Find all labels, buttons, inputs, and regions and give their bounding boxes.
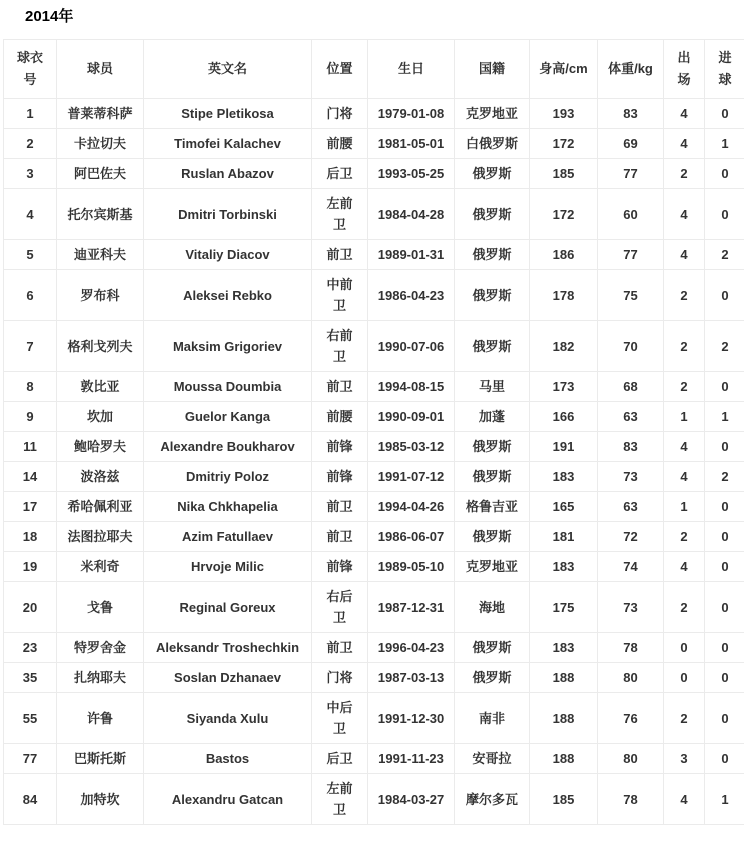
cell-birthday: 1991-11-23 (368, 744, 455, 774)
cell-jersey-number: 6 (4, 270, 57, 321)
cell-nationality: 南非 (455, 693, 530, 744)
cell-english-name: Bastos (144, 744, 312, 774)
table-row (4, 552, 744, 582)
table-row (4, 774, 744, 825)
column-header-position: 位置 (312, 40, 368, 99)
cell-height: 181 (530, 522, 598, 552)
cell-player-name: 特罗舍金 (57, 633, 144, 663)
column-header-goals: 进球 (705, 40, 744, 99)
cell-english-name: Aleksandr Troshechkin (144, 633, 312, 663)
cell-appearances: 1 (664, 492, 705, 522)
cell-height: 191 (530, 432, 598, 462)
column-header-height: 身高/cm (530, 40, 598, 99)
cell-appearances: 0 (664, 663, 705, 693)
cell-birthday: 1990-07-06 (368, 321, 455, 372)
cell-player-name: 扎纳耶夫 (57, 663, 144, 693)
cell-goals: 0 (705, 189, 744, 240)
column-header-jersey-number: 球衣号 (4, 40, 57, 99)
cell-height: 182 (530, 321, 598, 372)
cell-jersey-number: 19 (4, 552, 57, 582)
cell-weight: 83 (598, 432, 664, 462)
cell-jersey-number: 2 (4, 129, 57, 159)
cell-position: 左前卫 (312, 189, 368, 240)
cell-appearances: 4 (664, 99, 705, 129)
column-header-weight: 体重/kg (598, 40, 664, 99)
cell-weight: 73 (598, 582, 664, 633)
cell-nationality: 安哥拉 (455, 744, 530, 774)
cell-nationality: 加蓬 (455, 402, 530, 432)
cell-appearances: 2 (664, 693, 705, 744)
cell-player-name: 坎加 (57, 402, 144, 432)
cell-goals: 1 (705, 129, 744, 159)
cell-position: 前卫 (312, 372, 368, 402)
cell-birthday: 1991-07-12 (368, 462, 455, 492)
cell-position: 前锋 (312, 432, 368, 462)
cell-jersey-number: 23 (4, 633, 57, 663)
cell-birthday: 1994-08-15 (368, 372, 455, 402)
cell-height: 172 (530, 189, 598, 240)
cell-english-name: Siyanda Xulu (144, 693, 312, 744)
cell-appearances: 4 (664, 129, 705, 159)
cell-position: 左前卫 (312, 774, 368, 825)
cell-birthday: 1987-12-31 (368, 582, 455, 633)
cell-appearances: 2 (664, 270, 705, 321)
cell-height: 188 (530, 744, 598, 774)
cell-appearances: 4 (664, 552, 705, 582)
cell-player-name: 法图拉耶夫 (57, 522, 144, 552)
table-row (4, 270, 744, 321)
cell-height: 183 (530, 462, 598, 492)
cell-weight: 83 (598, 99, 664, 129)
cell-weight: 63 (598, 492, 664, 522)
cell-weight: 68 (598, 372, 664, 402)
cell-english-name: Azim Fatullaev (144, 522, 312, 552)
cell-goals: 0 (705, 270, 744, 321)
cell-birthday: 1981-05-01 (368, 129, 455, 159)
column-header-birthday: 生日 (368, 40, 455, 99)
cell-position: 前卫 (312, 633, 368, 663)
cell-weight: 75 (598, 270, 664, 321)
cell-goals: 0 (705, 492, 744, 522)
cell-weight: 77 (598, 159, 664, 189)
cell-weight: 80 (598, 744, 664, 774)
table-row (4, 462, 744, 492)
cell-english-name: Aleksei Rebko (144, 270, 312, 321)
cell-position: 前卫 (312, 492, 368, 522)
cell-height: 185 (530, 774, 598, 825)
cell-height: 172 (530, 129, 598, 159)
cell-player-name: 迪亚科夫 (57, 240, 144, 270)
cell-jersey-number: 4 (4, 189, 57, 240)
cell-birthday: 1991-12-30 (368, 693, 455, 744)
cell-position: 前锋 (312, 552, 368, 582)
table-row (4, 633, 744, 663)
cell-height: 166 (530, 402, 598, 432)
cell-jersey-number: 3 (4, 159, 57, 189)
cell-weight: 74 (598, 552, 664, 582)
cell-player-name: 普莱蒂科萨 (57, 99, 144, 129)
cell-jersey-number: 8 (4, 372, 57, 402)
cell-weight: 78 (598, 774, 664, 825)
cell-jersey-number: 35 (4, 663, 57, 693)
cell-goals: 0 (705, 663, 744, 693)
table-row (4, 372, 744, 402)
cell-nationality: 克罗地亚 (455, 552, 530, 582)
cell-position: 中前卫 (312, 270, 368, 321)
cell-english-name: Moussa Doumbia (144, 372, 312, 402)
cell-nationality: 俄罗斯 (455, 159, 530, 189)
cell-position: 前卫 (312, 522, 368, 552)
cell-birthday: 1996-04-23 (368, 633, 455, 663)
cell-birthday: 1986-06-07 (368, 522, 455, 552)
cell-height: 185 (530, 159, 598, 189)
cell-nationality: 格鲁吉亚 (455, 492, 530, 522)
cell-player-name: 希哈佩利亚 (57, 492, 144, 522)
cell-english-name: Alexandru Gatcan (144, 774, 312, 825)
cell-goals: 1 (705, 774, 744, 825)
cell-birthday: 1990-09-01 (368, 402, 455, 432)
cell-appearances: 2 (664, 159, 705, 189)
cell-position: 门将 (312, 99, 368, 129)
cell-goals: 2 (705, 321, 744, 372)
cell-weight: 72 (598, 522, 664, 552)
cell-goals: 0 (705, 633, 744, 663)
cell-position: 中后卫 (312, 693, 368, 744)
cell-goals: 0 (705, 522, 744, 552)
cell-english-name: Stipe Pletikosa (144, 99, 312, 129)
cell-height: 183 (530, 633, 598, 663)
table-row (4, 321, 744, 372)
cell-nationality: 海地 (455, 582, 530, 633)
table-row (4, 240, 744, 270)
cell-weight: 70 (598, 321, 664, 372)
cell-player-name: 戈鲁 (57, 582, 144, 633)
cell-height: 193 (530, 99, 598, 129)
cell-weight: 80 (598, 663, 664, 693)
cell-position: 前卫 (312, 240, 368, 270)
cell-jersey-number: 84 (4, 774, 57, 825)
cell-birthday: 1985-03-12 (368, 432, 455, 462)
cell-player-name: 罗布科 (57, 270, 144, 321)
cell-nationality: 俄罗斯 (455, 522, 530, 552)
cell-height: 178 (530, 270, 598, 321)
cell-goals: 0 (705, 99, 744, 129)
cell-appearances: 2 (664, 582, 705, 633)
cell-english-name: Nika Chkhapelia (144, 492, 312, 522)
cell-height: 188 (530, 663, 598, 693)
table-row (4, 189, 744, 240)
table-row (4, 522, 744, 552)
cell-english-name: Vitaliy Diacov (144, 240, 312, 270)
cell-position: 后卫 (312, 159, 368, 189)
cell-english-name: Timofei Kalachev (144, 129, 312, 159)
cell-nationality: 马里 (455, 372, 530, 402)
cell-goals: 2 (705, 462, 744, 492)
cell-player-name: 米利奇 (57, 552, 144, 582)
cell-player-name: 格利戈列夫 (57, 321, 144, 372)
cell-birthday: 1989-05-10 (368, 552, 455, 582)
cell-jersey-number: 77 (4, 744, 57, 774)
cell-goals: 0 (705, 693, 744, 744)
table-header-row (4, 40, 744, 99)
cell-player-name: 许鲁 (57, 693, 144, 744)
cell-jersey-number: 11 (4, 432, 57, 462)
cell-position: 前腰 (312, 129, 368, 159)
page-title: 2014年 (25, 8, 74, 25)
column-header-english-name: 英文名 (144, 40, 312, 99)
cell-goals: 1 (705, 402, 744, 432)
cell-height: 188 (530, 693, 598, 744)
cell-jersey-number: 17 (4, 492, 57, 522)
cell-nationality: 摩尔多瓦 (455, 774, 530, 825)
cell-goals: 0 (705, 744, 744, 774)
cell-jersey-number: 55 (4, 693, 57, 744)
cell-english-name: Dmitriy Poloz (144, 462, 312, 492)
table-row (4, 402, 744, 432)
table-row (4, 663, 744, 693)
cell-birthday: 1979-01-08 (368, 99, 455, 129)
cell-player-name: 巴斯托斯 (57, 744, 144, 774)
table-row (4, 129, 744, 159)
cell-nationality: 克罗地亚 (455, 99, 530, 129)
cell-appearances: 4 (664, 462, 705, 492)
cell-position: 前腰 (312, 402, 368, 432)
cell-goals: 0 (705, 552, 744, 582)
cell-weight: 63 (598, 402, 664, 432)
cell-jersey-number: 20 (4, 582, 57, 633)
cell-appearances: 2 (664, 321, 705, 372)
cell-english-name: Hrvoje Milic (144, 552, 312, 582)
cell-goals: 0 (705, 432, 744, 462)
cell-nationality: 白俄罗斯 (455, 129, 530, 159)
cell-nationality: 俄罗斯 (455, 462, 530, 492)
cell-nationality: 俄罗斯 (455, 432, 530, 462)
cell-appearances: 4 (664, 774, 705, 825)
cell-english-name: Ruslan Abazov (144, 159, 312, 189)
cell-position: 右前卫 (312, 321, 368, 372)
cell-height: 186 (530, 240, 598, 270)
cell-weight: 76 (598, 693, 664, 744)
cell-goals: 2 (705, 240, 744, 270)
cell-weight: 77 (598, 240, 664, 270)
cell-height: 173 (530, 372, 598, 402)
cell-english-name: Soslan Dzhanaev (144, 663, 312, 693)
cell-appearances: 3 (664, 744, 705, 774)
cell-jersey-number: 18 (4, 522, 57, 552)
cell-appearances: 2 (664, 372, 705, 402)
cell-weight: 73 (598, 462, 664, 492)
column-header-appearances: 出场 (664, 40, 705, 99)
cell-birthday: 1994-04-26 (368, 492, 455, 522)
cell-appearances: 2 (664, 522, 705, 552)
cell-weight: 69 (598, 129, 664, 159)
cell-english-name: Guelor Kanga (144, 402, 312, 432)
cell-jersey-number: 5 (4, 240, 57, 270)
cell-jersey-number: 14 (4, 462, 57, 492)
cell-english-name: Reginal Goreux (144, 582, 312, 633)
cell-weight: 60 (598, 189, 664, 240)
cell-position: 右后卫 (312, 582, 368, 633)
table-row (4, 159, 744, 189)
cell-position: 前锋 (312, 462, 368, 492)
table-row (4, 432, 744, 462)
cell-nationality: 俄罗斯 (455, 633, 530, 663)
cell-appearances: 0 (664, 633, 705, 663)
cell-birthday: 1986-04-23 (368, 270, 455, 321)
cell-player-name: 阿巴佐夫 (57, 159, 144, 189)
column-header-nationality: 国籍 (455, 40, 530, 99)
cell-birthday: 1989-01-31 (368, 240, 455, 270)
cell-player-name: 加特坎 (57, 774, 144, 825)
cell-nationality: 俄罗斯 (455, 189, 530, 240)
cell-player-name: 卡拉切夫 (57, 129, 144, 159)
cell-player-name: 波洛兹 (57, 462, 144, 492)
table-row (4, 492, 744, 522)
column-header-player-name: 球员 (57, 40, 144, 99)
cell-height: 165 (530, 492, 598, 522)
cell-appearances: 4 (664, 189, 705, 240)
cell-jersey-number: 1 (4, 99, 57, 129)
player-roster-table (3, 39, 744, 825)
cell-nationality: 俄罗斯 (455, 240, 530, 270)
cell-position: 后卫 (312, 744, 368, 774)
cell-birthday: 1993-05-25 (368, 159, 455, 189)
cell-goals: 0 (705, 159, 744, 189)
cell-english-name: Maksim Grigoriev (144, 321, 312, 372)
cell-goals: 0 (705, 372, 744, 402)
table-row (4, 99, 744, 129)
cell-nationality: 俄罗斯 (455, 321, 530, 372)
cell-appearances: 1 (664, 402, 705, 432)
table-row (4, 744, 744, 774)
cell-appearances: 4 (664, 240, 705, 270)
cell-height: 183 (530, 552, 598, 582)
cell-player-name: 鲍哈罗夫 (57, 432, 144, 462)
cell-birthday: 1984-03-27 (368, 774, 455, 825)
cell-birthday: 1987-03-13 (368, 663, 455, 693)
table-row (4, 693, 744, 744)
cell-weight: 78 (598, 633, 664, 663)
cell-jersey-number: 7 (4, 321, 57, 372)
table-row (4, 582, 744, 633)
cell-jersey-number: 9 (4, 402, 57, 432)
cell-player-name: 托尔宾斯基 (57, 189, 144, 240)
cell-birthday: 1984-04-28 (368, 189, 455, 240)
cell-appearances: 4 (664, 432, 705, 462)
cell-height: 175 (530, 582, 598, 633)
cell-position: 门将 (312, 663, 368, 693)
cell-player-name: 敦比亚 (57, 372, 144, 402)
cell-english-name: Dmitri Torbinski (144, 189, 312, 240)
cell-english-name: Alexandre Boukharov (144, 432, 312, 462)
cell-nationality: 俄罗斯 (455, 663, 530, 693)
cell-nationality: 俄罗斯 (455, 270, 530, 321)
cell-goals: 0 (705, 582, 744, 633)
